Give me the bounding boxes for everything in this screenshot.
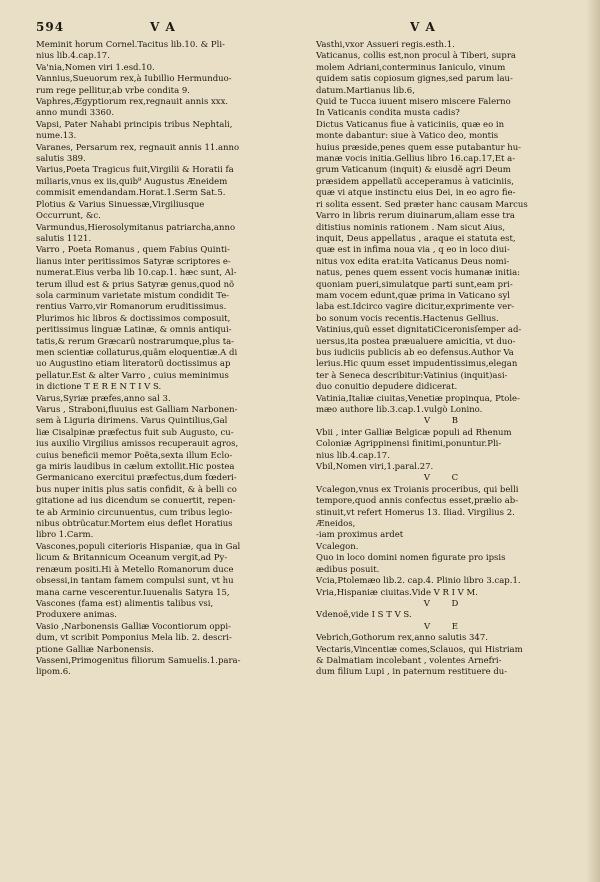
text-line: Varius,Poeta Tragicus fuit,Virgilii & Horatii fa bbox=[36, 165, 234, 176]
text-line: lerius.Hic quum esset impudentissimus,elegan bbox=[316, 359, 518, 370]
text-line: Quo in loco domini nomen figurate pro ipsis bbox=[316, 553, 506, 564]
text-line: te ab Arminio circunuentus, cum tribus legio- bbox=[36, 507, 233, 518]
text-line: quæ est in infima noua via , q eo in loco diui- bbox=[316, 245, 510, 256]
text-line: mam vocem edunt,quæ prima in Vaticano syl bbox=[316, 290, 511, 301]
text-line: Varro in libris rerum diuinarum,aliam esse tra bbox=[316, 211, 515, 222]
text-line: bus nuper initis plus satis confidit, & à belli co bbox=[36, 484, 237, 495]
text-line: manæ vocis initia.Gellius libro 16.cap.17,Et a- bbox=[316, 154, 516, 165]
text-line: datum.Martianus lib.6, bbox=[316, 85, 415, 96]
text-line: quæ vi atque instinctu eius Dei, in eo agro fie- bbox=[316, 188, 516, 199]
text-line: rentius Varro,vir Romanorum eruditissimus. bbox=[36, 302, 227, 313]
text-line: miliaris,vnus ex iis,quib⁹ Augustus Æneidem bbox=[36, 176, 228, 187]
text-line: Vebrich,Gothorum rex,anno salutis 347. bbox=[316, 633, 488, 644]
text-line: Vatinius,quũ esset dignitatiCiceronisſemper ad- bbox=[316, 325, 522, 336]
text-line: terum illud est & prius Satyræ genus,quod nõ bbox=[36, 279, 235, 290]
text-line: peritissimus linguæ Latinæ, & omnis antiqui- bbox=[36, 325, 232, 336]
text-line: V D bbox=[423, 598, 459, 609]
text-line: Plurimos hic libros & doctissimos composuit, bbox=[36, 313, 231, 324]
text-line: anno mundi 3360. bbox=[36, 108, 115, 119]
text-line: ter à Seneca describitur:Vatinius (inquit)asi- bbox=[316, 370, 508, 381]
text-line: sola carminum varietate mistum condidit Te- bbox=[36, 290, 230, 301]
text-line: Vannius,Sueuorum rex,à Iubillio Hermunduo- bbox=[36, 74, 232, 85]
text-line: rum rege pellitur,ab vrbe condita 9. bbox=[36, 85, 190, 96]
text-line: Varanes, Persarum rex, regnauit annis 11.anno bbox=[36, 142, 240, 153]
text-line: ri solita essent. Sed præter hanc causam Marcus bbox=[316, 199, 528, 210]
text-line: licum & Britannicum Oceanum vergit,ad Py- bbox=[36, 553, 228, 564]
text-line: renæum positi.Hi à Metello Romanorum duce bbox=[36, 564, 234, 575]
text-line: Vcalegon. bbox=[316, 541, 359, 552]
text-line: salutis 389. bbox=[36, 154, 86, 165]
text-line: Vasthi,vxor Assueri regis.esth.1. bbox=[316, 40, 455, 50]
text-line: pellatur.Est & alter Varro , cuius meminimus bbox=[36, 370, 229, 381]
text-line: liæ Cisalpinæ præfectus fuit sub Augusto, cu- bbox=[36, 427, 234, 438]
text-line: nius lib.4.cap.17. bbox=[316, 450, 390, 461]
text-line: obsessi,in tantam famem compulsi sunt, vt hu bbox=[36, 576, 234, 587]
text-line: Quid te Tucca iuuent misero miscere Falerno bbox=[316, 97, 511, 108]
text-line: ædibus posuit. bbox=[316, 564, 380, 575]
text-line: bo sonum vocis recentis.Hactenus Gellius. bbox=[316, 313, 499, 324]
text-line: stinuit,vt refert Homerus 13. Iliad. Virgilius 2. bbox=[316, 507, 515, 518]
text-line: Occurrunt, &c. bbox=[36, 211, 101, 222]
text-line: V E bbox=[424, 621, 458, 632]
text-line: Vria,Hispaniæ ciuitas.Vide V R I V M. bbox=[316, 587, 478, 598]
text-line: Vasseni,Primogenitus filiorum Samuelis.1.para- bbox=[36, 655, 241, 666]
text-line: Æneidos, bbox=[316, 519, 356, 530]
text-line: Vbil,Nomen viri,1.paral.27. bbox=[316, 462, 434, 473]
text-line: commisit emendandam.Horat.1.Serm Sat.5. bbox=[36, 188, 226, 199]
text-line: in dictione T E R E N T I V S. bbox=[36, 382, 162, 393]
text-line: V C bbox=[423, 473, 459, 484]
text-line: Varmundus,Hierosolymitanus patriarcha,anno bbox=[36, 222, 236, 233]
text-line: monte dabantur: siue à Vatico deo, montis bbox=[316, 131, 499, 142]
text-line: numerat.Eius verba lib 10.cap.1. hæc sunt, Al- bbox=[36, 268, 237, 279]
right-column-header: V A bbox=[410, 20, 436, 34]
text-line: uo Augustino etiam literatorũ doctissimus ap bbox=[36, 359, 231, 370]
text-line: laba est.Idcirco vagire dicitur,exprimente ver- bbox=[316, 302, 515, 313]
text-line: lianus inter peritissimos Satyræ scriptores e- bbox=[36, 256, 231, 267]
left-column bbox=[36, 40, 286, 679]
page-edge-shadow bbox=[586, 0, 600, 882]
text-line: gitatione ad ius dicendum se conuertit, repen- bbox=[36, 496, 236, 507]
text-line: V B bbox=[424, 416, 458, 427]
text-line: Germanicano exercitui præfectus,dum fœderi- bbox=[36, 473, 237, 484]
text-line: tempore,quod annis confectus esset,prælio ab- bbox=[316, 496, 519, 507]
text-line: tatis,& rerum Græcarũ nostrarumque,plus ta- bbox=[36, 336, 235, 347]
text-line: huius præside,penes quem esse putabantur hu- bbox=[316, 142, 522, 153]
text-line: duo conuitio depudere didicerat. bbox=[316, 382, 458, 393]
text-line: cuius beneficii memor Poëta,sexta illum Eclo- bbox=[36, 450, 233, 461]
text-line: ptione Galliæ Narbonensis. bbox=[36, 644, 154, 655]
text-line: Vascones (fama est) alimentis talibus vsi, bbox=[36, 598, 214, 609]
text-line: dum, vt scribit Pomponius Mela lib. 2. descri- bbox=[36, 633, 232, 644]
text-line: natus, penes quem essent vocis humanæ initia: bbox=[316, 268, 521, 279]
text-line: Vaticanus, collis est,non procul à Tiberi, supra bbox=[316, 51, 516, 62]
text-line: Plotius & Varius Sinuessæ,Virgiliusque bbox=[36, 199, 205, 210]
text-line: nius lib.4.cap.17. bbox=[36, 51, 110, 62]
text-line: uersus,ita postea præualuere amicitia, vt duo- bbox=[316, 336, 516, 347]
text-line: In Vaticanis condita musta cadis? bbox=[316, 108, 460, 119]
text-line: salutis 1121. bbox=[36, 233, 92, 244]
text-line: mæo authore lib.3.cap.1.vulgò Lonino. bbox=[316, 405, 483, 415]
text-line: mana carne vescerentur.Iuuenalis Satyra 15, bbox=[36, 587, 230, 598]
text-line: inquit, Deus appellatus , araque ei statuta est, bbox=[316, 233, 516, 244]
text-line: sem à Liguria dirimens. Varus Quintilius,Gal bbox=[36, 416, 228, 427]
text-line: libro 1.Carm. bbox=[36, 530, 94, 541]
text-line: lipom.6. bbox=[36, 667, 71, 678]
text-line: Coloniæ Agrippinensi finitimi,ponuntur.Pli- bbox=[316, 439, 502, 450]
text-line: men scientiæ collaturus,quãm eloquentiæ.A di bbox=[36, 347, 238, 358]
text-line: ditistius nominis rationem . Nam sicut Aius, bbox=[316, 222, 506, 233]
text-line: nitus vox edita erat:ita Vaticanus Deus nomi- bbox=[316, 256, 510, 267]
right-column bbox=[316, 40, 566, 679]
left-column-header: V A bbox=[150, 20, 176, 34]
text-line: Vectaris,Vincentiæ comes,Sclauos, qui Histriam bbox=[316, 644, 523, 655]
text-line: ius auxilio Virgilius amissos recuperauit agros, bbox=[36, 439, 239, 450]
text-line: Va'nia,Nomen viri 1.esd.10. bbox=[36, 62, 155, 73]
text-line: dum filium Lupi , in paternum restituere du- bbox=[316, 667, 508, 678]
text-line: nume.13. bbox=[36, 131, 77, 142]
text-line: Vasio ,Narbonensis Galliæ Vocontiorum oppi- bbox=[36, 621, 231, 632]
text-line: ga miris laudibus in cælum extollit.Hic postea bbox=[36, 462, 235, 473]
text-line: Vapsi, Pater Nahabi principis tribus Nephtali, bbox=[36, 119, 233, 130]
text-line: Vcalegon,vnus ex Troianis proceribus, qui belli bbox=[316, 484, 519, 495]
text-line: molem Adriani,conterminus Ianiculo, vinum bbox=[316, 62, 506, 73]
text-line: grum Vaticanum (inquit) & eiusdẽ agri Deum bbox=[316, 165, 511, 176]
text-line: quidem satis copiosum gignes,sed parum lau- bbox=[316, 74, 513, 85]
text-line: Varro , Poeta Romanus , quem Fabius Quinti- bbox=[36, 245, 230, 256]
text-line: Vaphres,Ægyptiorum rex,regnauit annis xxx. bbox=[36, 97, 229, 108]
text-line: & Dalmatiam incolebant , volentes Arnefri- bbox=[316, 655, 502, 666]
text-line: quoniam pueri,simulatque parti sunt,eam pri- bbox=[316, 279, 513, 290]
text-line: Vcia,Ptolemæo lib.2. cap.4. Plinio libro 3.cap.1. bbox=[316, 576, 521, 587]
text-line: nibus obtrũcatur.Mortem eius deflet Horatius bbox=[36, 519, 233, 530]
text-line: Dictus Vaticanus fiue à vaticiniis, quæ eo in bbox=[316, 119, 505, 130]
text-line: Varus , Straboni,fluuius est Galliam Narbonen- bbox=[36, 405, 238, 415]
text-line: præsidem appellatũ acceperamus à vaticiniis, bbox=[316, 176, 514, 187]
text-line: Vbii , inter Galliæ Belgicæ populi ad Rhenum bbox=[316, 427, 512, 438]
page-number: 594 bbox=[36, 20, 65, 34]
text-line: Vascones,populi citerioris Hispaniæ, qua in Gal bbox=[36, 541, 241, 552]
text-line: Vdenoë,vide I S T V S. bbox=[316, 610, 412, 621]
text-line: Varus,Syriæ præfes,anno sal 3. bbox=[36, 393, 171, 404]
text-line: -iam proximus ardet bbox=[316, 530, 404, 541]
text-line: Meminit horum Cornel.Tacitus lib.10. & Pli- bbox=[36, 40, 225, 50]
text-line: Vatinia,Italiæ ciuitas,Venetiæ propinqua, Ptole- bbox=[316, 393, 520, 404]
text-line: bus iudiciis publicis ab eo defensus.Author Va bbox=[316, 347, 514, 358]
text-line: Produxere animas. bbox=[36, 610, 117, 621]
